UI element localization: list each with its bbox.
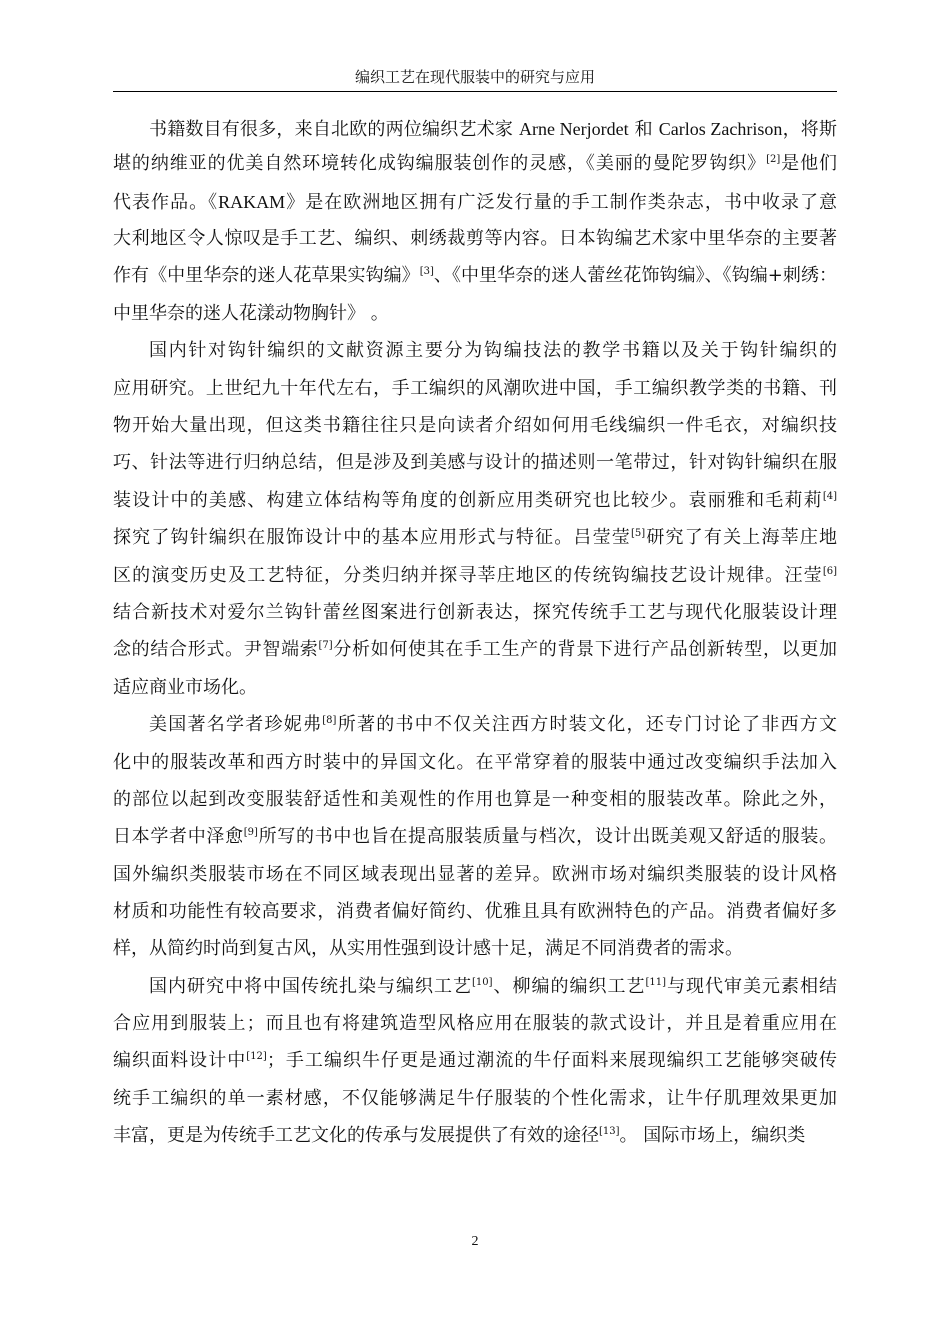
text-run: 材质和功能性有较高要求，消费者偏好简约、优雅且具有欧洲特色的产品。消费者偏好多 xyxy=(113,901,837,922)
paragraph-4-line xyxy=(113,1012,837,1036)
text-run: Carlos Zachrison xyxy=(658,119,783,139)
text-run: 国外编织类服装市场在不同区域表现出显著的差异。欧洲市场对编织类服装的设计风格 xyxy=(113,864,837,885)
citation-marker: [6] xyxy=(822,566,837,577)
page-number: 2 xyxy=(471,1234,479,1249)
paragraph-1-line xyxy=(113,227,837,251)
citation-marker: [8] xyxy=(322,715,337,726)
text-run: 和 xyxy=(628,119,659,140)
text-run: 分析如何使其在手工生产的背景下进行产品创新转型，以更加 xyxy=(332,639,838,660)
text-run: 丰富，更是为传统手工艺文化的传承与发展提供了有效的途径 xyxy=(113,1125,599,1146)
text-run: 书籍数目有很多，来自北欧的两位编织艺术家 xyxy=(149,119,519,140)
citation-marker: [11] xyxy=(645,977,667,988)
paragraph-2-line xyxy=(113,414,837,438)
text-run: 、柳编的编织工艺 xyxy=(492,976,646,997)
text-run: ；手工编织牛仔更是通过潮流的牛仔面料来展现编织工艺能够突破传 xyxy=(266,1050,838,1071)
text-run: 中里华奈的迷人花漾动物胸针》 。 xyxy=(113,303,389,324)
text-run: 国内研究中将中国传统扎染与编织工艺 xyxy=(149,976,472,997)
citation-marker: [4] xyxy=(822,491,837,502)
citation-marker: [13] xyxy=(599,1126,620,1137)
paragraph-1-line xyxy=(113,264,837,288)
text-run: 物开始大量出现，但这类书籍往往只是向读者介绍如何用毛线编织一件毛衣，对编织技 xyxy=(113,415,837,436)
paragraph-1-line xyxy=(113,117,837,142)
paragraph-3-line xyxy=(113,713,837,737)
citation-marker: [2] xyxy=(766,154,781,165)
paragraph-1-line xyxy=(113,302,837,326)
citation-marker: [12] xyxy=(246,1051,267,1062)
paragraph-4-line xyxy=(113,1087,837,1111)
paragraph-2-line xyxy=(113,638,837,662)
text-run: RAKAM xyxy=(218,192,286,212)
paragraph-3-line xyxy=(113,751,837,775)
paragraph-3-line xyxy=(113,863,837,887)
paragraph-2-line xyxy=(113,451,837,475)
paragraph-4-line xyxy=(113,975,837,999)
paragraph-2-line xyxy=(113,564,837,588)
paragraph-2-line xyxy=(113,601,837,625)
paragraph-2-line xyxy=(113,489,837,513)
text-run: 样，从简约时尚到复古风，从实用性强到设计感十足，满足不同消费者的需求。 xyxy=(113,938,743,959)
text-run: 应用研究。上世纪九十年代左右，手工编织的风潮吹进中国，手工编织教学类的书籍、刊 xyxy=(113,378,837,399)
text-run: Arne Nerjordet xyxy=(519,119,629,139)
paragraph-2-line xyxy=(113,377,837,401)
paragraph-2-line xyxy=(113,339,837,363)
text-run: 统手工编织的单一素材感，不仅能够满足牛仔服装的个性化需求，让牛仔肌理效果更加 xyxy=(113,1088,837,1109)
text-run: 装设计中的美感、构建立体结构等角度的创新应用类研究也比较少。袁丽雅和毛莉莉 xyxy=(113,490,823,511)
text-run: 国内针对钩针编织的文献资源主要分为钩编技法的教学书籍以及关于钩针编织的 xyxy=(149,340,837,361)
text-run: 》是在欧洲地区拥有广泛发行量的手工制作类杂志，书中收录了意 xyxy=(285,192,838,213)
text-run: 日本学者中泽愈 xyxy=(113,826,244,847)
paragraph-1-line xyxy=(113,152,837,176)
text-run: 作有《中里华奈的迷人花草果实钩编》 xyxy=(113,265,420,286)
text-run: 巧、针法等进行归纳总结，但是涉及到美感与设计的描述则一笔带过，针对钩针编织在服 xyxy=(113,452,837,473)
text-run: 合应用到服装上；而且也有将建筑造型风格应用在服装的款式设计，并且是着重应用在 xyxy=(113,1013,837,1034)
text-run: 念的结合形式。尹智端索 xyxy=(113,639,319,660)
text-run: 编织面料设计中 xyxy=(113,1050,247,1071)
text-run: 堪的纳维亚的优美自然环境转化成钩编服装创作的灵感，《美丽的曼陀罗钩织》 xyxy=(113,153,767,174)
text-run: 、《中里华奈的迷人蕾丝花饰钩编》、《钩编+刺绣： xyxy=(433,265,837,286)
text-run: 区的演变历史及工艺特征，分类归纳并探寻莘庄地区的传统钩编技艺设计规律。汪莹 xyxy=(113,565,823,586)
paragraph-2-line xyxy=(113,526,837,550)
text-run: 探究了钩针编织在服饰设计中的基本应用形式与特征。吕莹莹 xyxy=(113,527,631,548)
citation-marker: [5] xyxy=(630,528,646,539)
text-run: 与现代审美元素相结 xyxy=(666,976,837,997)
paragraph-3-line xyxy=(113,937,837,961)
header-rule xyxy=(113,91,837,92)
paragraph-1-line xyxy=(113,190,837,215)
text-run: 所写的书中也旨在提高服装质量与档次，设计出既美观又舒适的服装。 xyxy=(257,826,838,847)
text-run: ，将斯 xyxy=(782,119,837,140)
text-run: 化中的服装改革和西方时装中的异国文化。在平常穿着的服装中通过改变编织手法加入 xyxy=(113,752,837,773)
citation-marker: [10] xyxy=(471,977,493,988)
text-run: 。 国际市场上，编织类 xyxy=(619,1125,806,1146)
paragraph-3-line xyxy=(113,900,837,924)
text-run: 研究了有关上海莘庄地 xyxy=(645,527,838,548)
paragraph-4-line xyxy=(113,1049,837,1073)
running-header: 编织工艺在现代服装中的研究与应用 xyxy=(354,68,595,86)
citation-marker: [9] xyxy=(243,827,258,838)
paragraph-3-line xyxy=(113,825,837,849)
text-run: 所著的书中不仅关注西方时装文化，还专门讨论了非西方文 xyxy=(336,714,838,735)
paragraph-3-line xyxy=(113,788,837,812)
paragraph-2-line xyxy=(113,676,837,700)
paragraph-4-line xyxy=(113,1124,837,1148)
text-run: 的部位以起到改变服装舒适性和美观性的作用也算是一种变相的服装改革。除此之外， xyxy=(113,789,837,810)
text-run: 适应商业市场化。 xyxy=(113,677,257,698)
text-run: 美国著名学者珍妮弗 xyxy=(149,714,323,735)
text-run: 是他们 xyxy=(780,153,837,174)
text-run: 结合新技术对爱尔兰钩针蕾丝图案进行创新表达，探究传统手工艺与现代化服装设计理 xyxy=(113,602,837,623)
text-run: 代表作品。《 xyxy=(113,192,219,213)
citation-marker: [3] xyxy=(419,266,434,277)
citation-marker: [7] xyxy=(318,640,333,651)
text-run: 大利地区令人惊叹是手工艺、编织、刺绣裁剪等内容。日本钩编艺术家中里华奈的主要著 xyxy=(113,228,837,249)
